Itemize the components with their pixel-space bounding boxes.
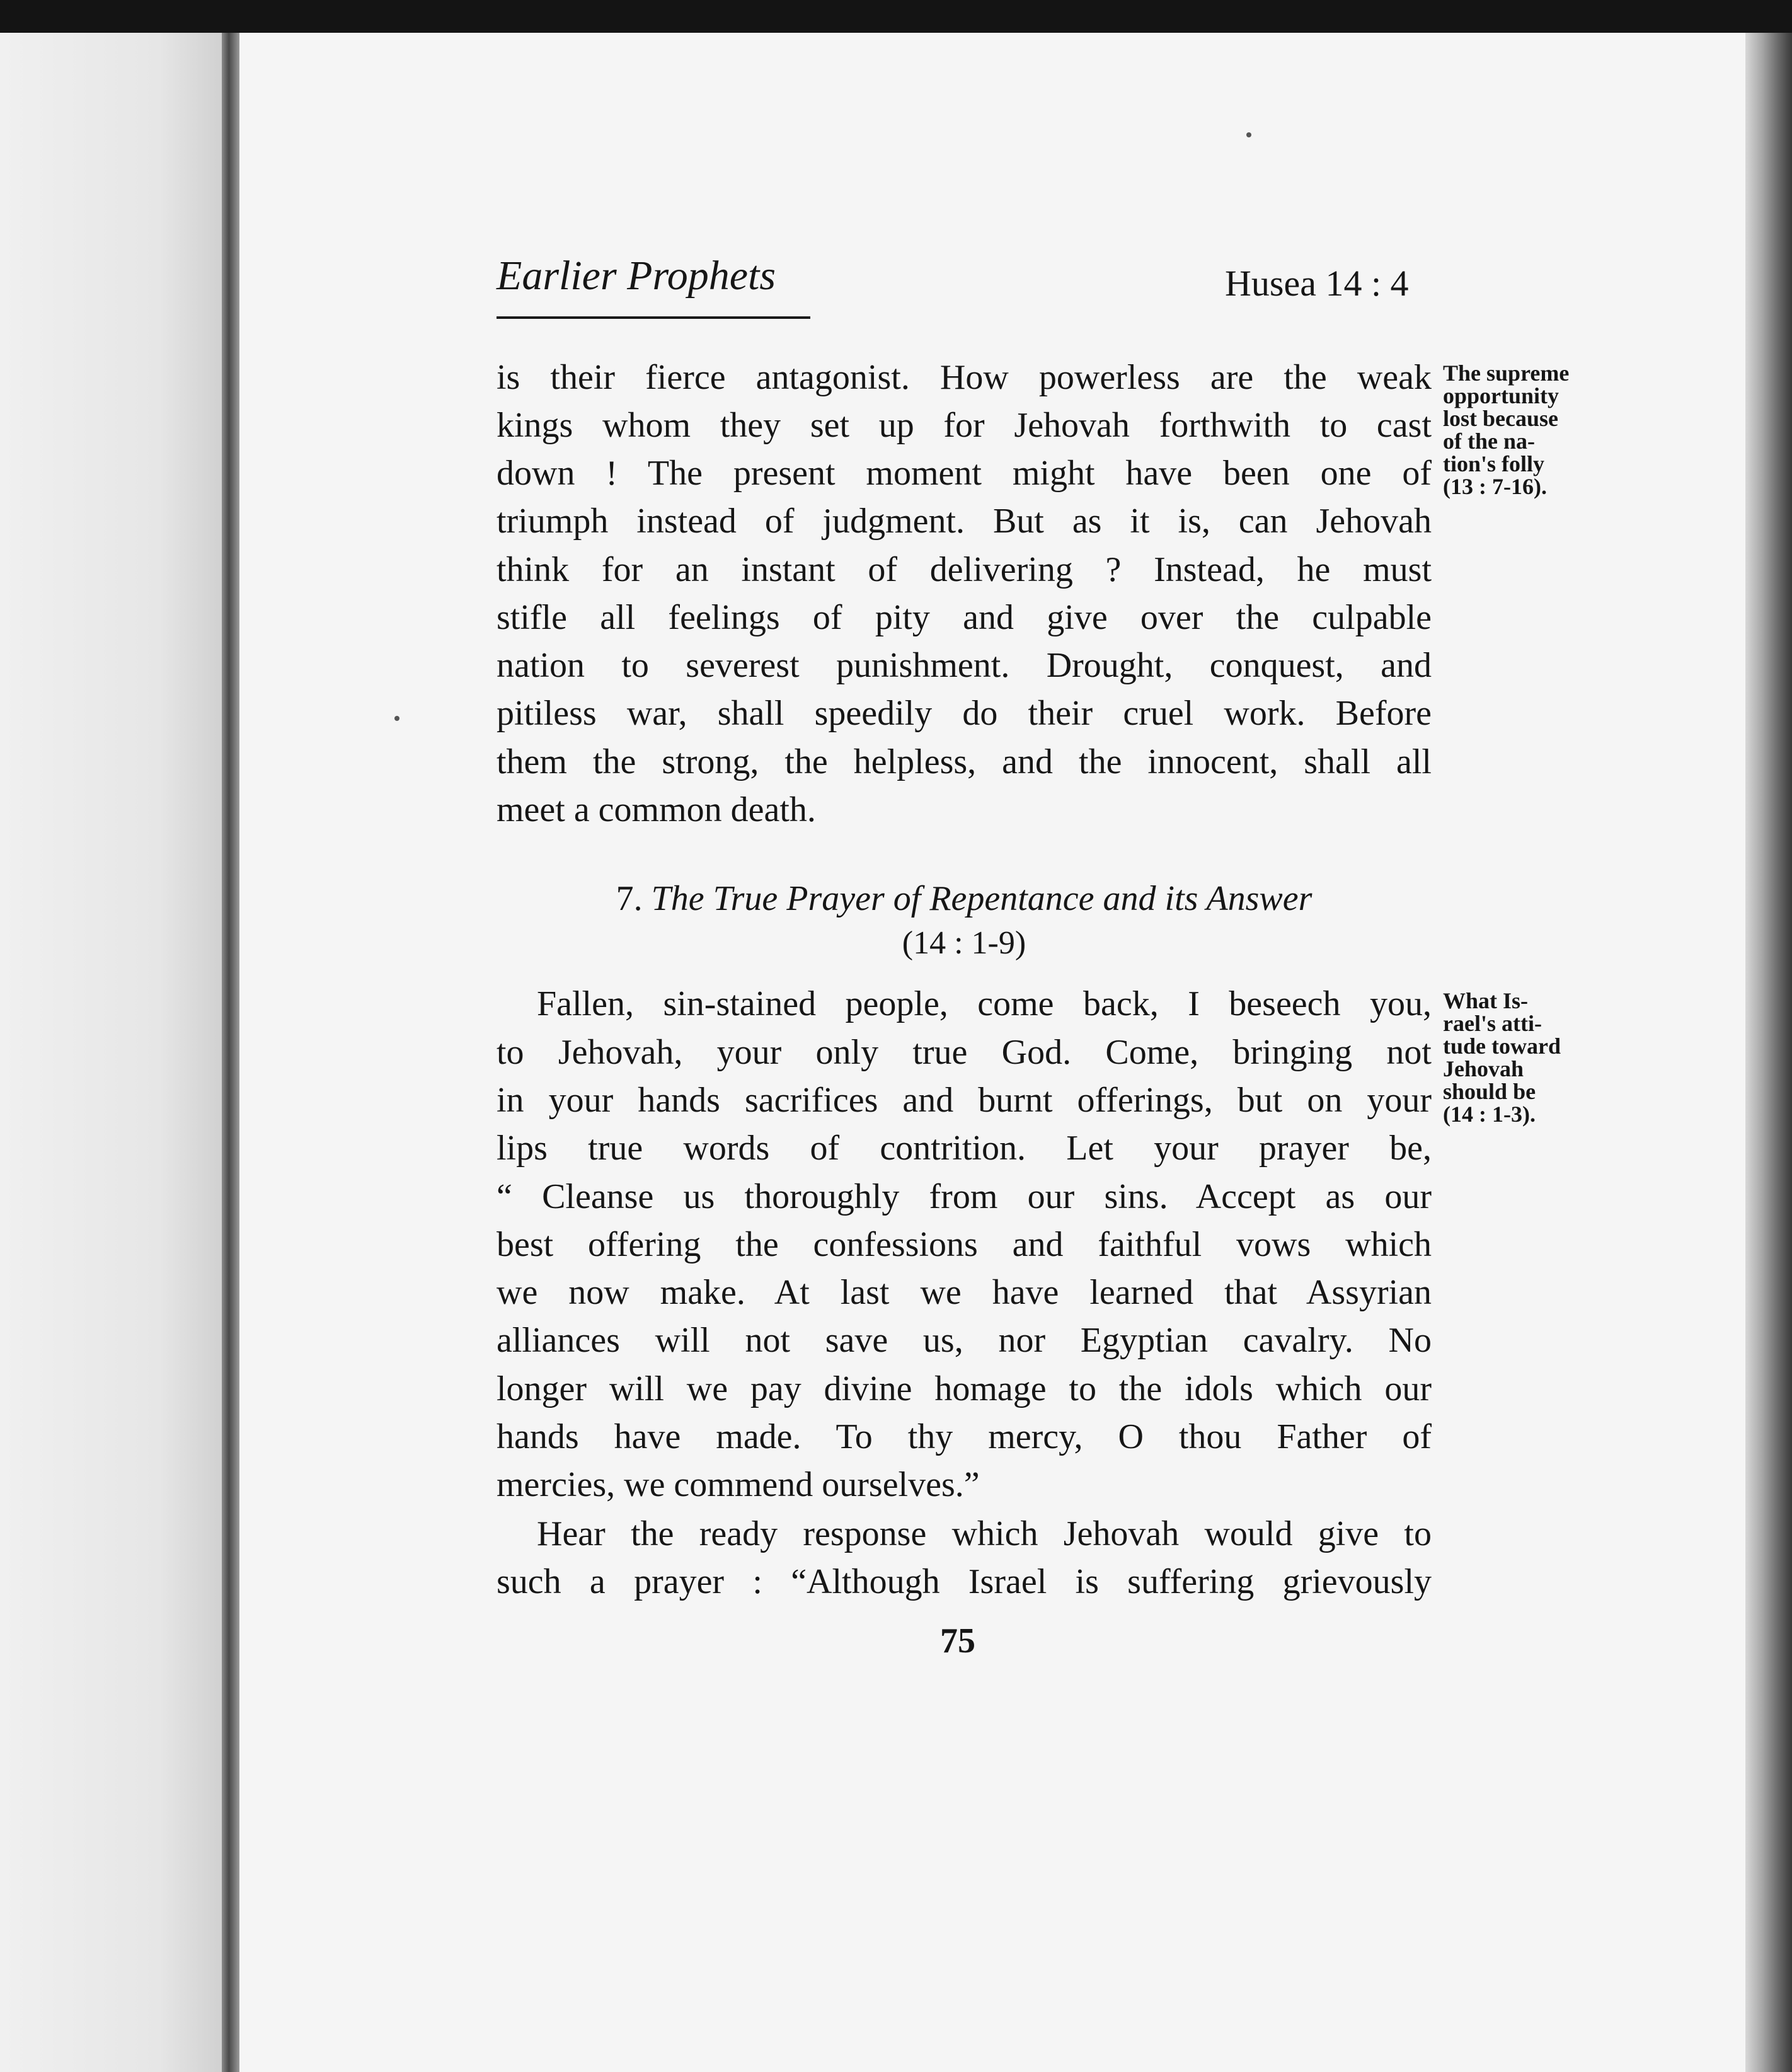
text-line: is their fierce antagonist. How powerless are the weak [497, 358, 1432, 397]
scan-speck [394, 716, 399, 721]
book-spine [222, 13, 239, 2072]
left-page-edge [0, 13, 227, 2072]
text-line: best offering the confessions and faithful vows which [497, 1225, 1432, 1264]
text-line: nation to severest punishment. Drought, conquest, and [497, 646, 1432, 685]
text-line: meet a common death. [497, 790, 816, 829]
margin-note-line: The supreme [1443, 360, 1570, 386]
margin-note [1443, 362, 1619, 498]
text-line: such a prayer : “Although Israel is suffering grievously [497, 1562, 1432, 1601]
text-line: “ Cleanse us thoroughly from our sins. Accept as our [497, 1177, 1432, 1216]
running-head-right: Husea 14 : 4 [1225, 263, 1409, 304]
margin-note-line: rael's atti- [1443, 1011, 1542, 1036]
margin-note-line: (13 : 7-16). [1443, 474, 1547, 499]
text-line: in your hands sacrifices and burnt offerings, but on your [497, 1081, 1432, 1120]
text-line: mercies, we commend ourselves.” [497, 1465, 980, 1504]
text-line: to Jehovah, your only true God. Come, bringing not [497, 1033, 1432, 1072]
margin-note-line: (14 : 1-3). [1443, 1102, 1536, 1127]
running-head-rule [497, 316, 810, 319]
section-reference: (14 : 1-9) [902, 925, 1026, 961]
text-line: hands have made. To thy mercy, O thou Father of [497, 1417, 1432, 1456]
text-line: alliances will not save us, nor Egyptian cavalry. No [497, 1321, 1432, 1360]
text-line: Hear the ready response which Jehovah would give to [537, 1514, 1432, 1553]
scan-top-border [0, 0, 1792, 33]
text-line: stifle all feelings of pity and give over the culpable [497, 598, 1432, 637]
margin-note-line: Jehovah [1443, 1056, 1524, 1081]
section-title: The True Prayer of Repentance and its Answer [651, 879, 1312, 918]
margin-note-line: What Is- [1443, 988, 1529, 1013]
running-head-left: Earlier Prophets [497, 253, 776, 299]
margin-note-line: of the na- [1443, 429, 1535, 454]
margin-note-line: lost because [1443, 406, 1558, 431]
text-line: kings whom they set up for Jehovah forthwith to cast [497, 406, 1432, 445]
text-line: down ! The present moment might have been one of [497, 454, 1432, 493]
margin-note [1443, 989, 1619, 1125]
page-number: 75 [940, 1621, 975, 1660]
margin-note-line: tude toward [1443, 1033, 1561, 1059]
text-line: them the strong, the helpless, and the innocent, shall all [497, 742, 1432, 781]
scan-speck [1246, 132, 1251, 137]
text-line: longer will we pay divine homage to the idols which our [497, 1369, 1432, 1408]
text-line: triumph instead of judgment. But as it is, can Jehovah [497, 502, 1432, 541]
margin-note-line: should be [1443, 1079, 1536, 1104]
text-line: think for an instant of delivering ? Instead, he must [497, 550, 1432, 589]
right-page-edge [1745, 33, 1792, 2072]
section-number: 7. [616, 879, 643, 918]
margin-note-line: opportunity [1443, 383, 1559, 408]
text-line: we now make. At last we have learned that Assyrian [497, 1273, 1432, 1312]
text-line: pitiless war, shall speedily do their cruel work. Before [497, 694, 1432, 733]
section-heading [497, 875, 1432, 923]
margin-note-line: tion's folly [1443, 451, 1545, 476]
text-line: lips true words of contrition. Let your prayer be, [497, 1129, 1432, 1168]
text-line: Fallen, sin-stained people, come back, I beseech you, [537, 984, 1432, 1023]
